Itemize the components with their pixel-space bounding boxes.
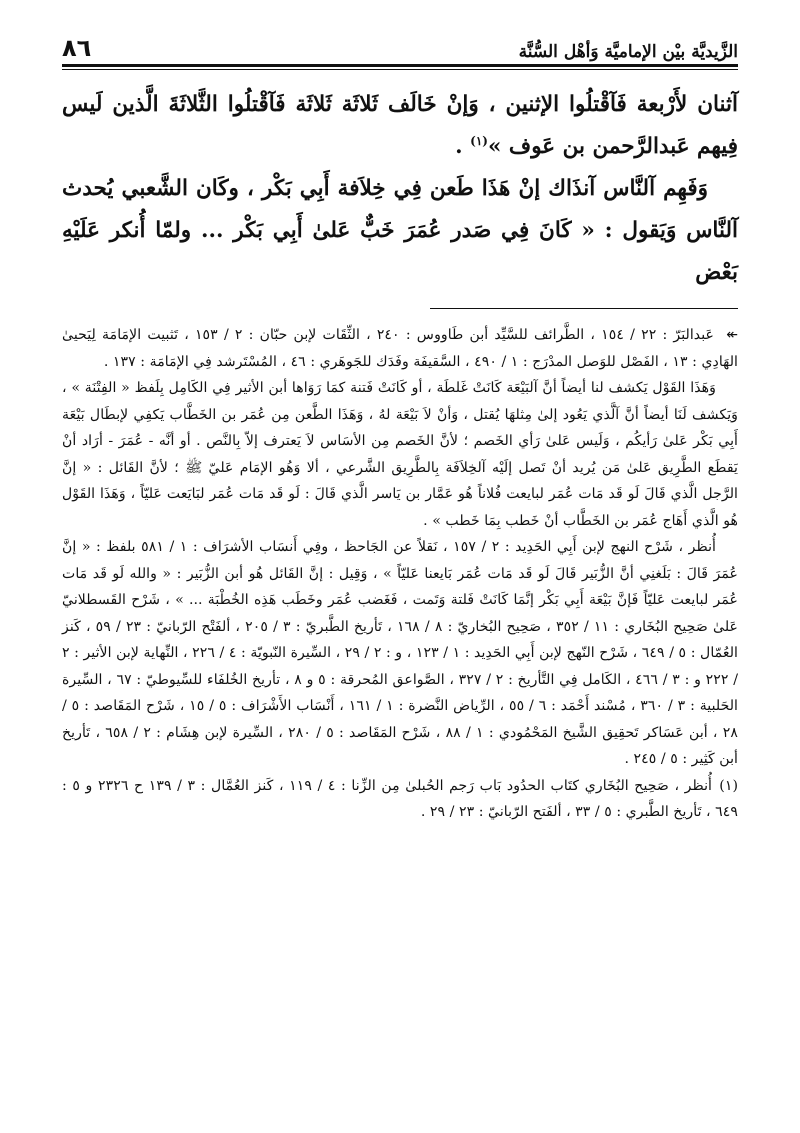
main-paragraph-1: [62, 84, 738, 168]
main-paragraph-1-text: آثنان لأَرْبعة فَآقْتلُوا الإثنين ، وَإنْ خَالَف ثَلاثَة ثَلاثَة فَآقْتلُوا الثَّلاثَةَ الَّذين لَيس فِيهم عَبدالرَّحمن بن عَوف »: [62, 92, 738, 159]
main-text: [62, 84, 738, 294]
footnote-continuation-text: عَبدالبَرّ : ٢٢ / ١٥٤ ، الطَّرائف للسَّيِّد أبن طَاووس : ٢٤٠ ، الثِّقَات لإبن حبّان : ٢ / ١٥٣ ، تَثبيت الإمَامَة لِيَحيىٰ الهَادِي : ١٣ ، الفَصْل للوَصل المدْرَج : ١ / ٤٩٠ ، السَّقيفَة وفَدَك للجَوهَري : ٤٦ ، المُسْتَرشد فِي الإمَامَة : ١٣٧ .: [62, 327, 738, 370]
running-title: الزَّيديَّة بيْن الإماميَّة وَأهْل السُّنَّة: [518, 42, 738, 62]
footnote-continuation: [62, 322, 738, 375]
footnote-paragraph-a: وَهَذَا القَوْل يَكشف لنا أيضاً أنَّ آلبَيْعَة كَانَتْ غَلطَة ، أو كَانَتْ فَتنة كمَا رَوَاها أبن الأثير فِي الكَامِل بِلَفظ « الفِتْنَة » ، وَيَكشف لَنَا أيضاً أنَّ آلَّذي يَعُود إلىٰ مِثلهَا يُقتل ، وَأنْ لاَ بَيْعَة لهُ ، وَهَذَا الطَّعن مِن عُمَر بن الخَطَّاب يَكفِي لإبطَال بَيْعَة أَبِي بَكْر عَلىٰ رَأيكُم ، وَلَيس عَلىٰ رَأي الخَصم ؛ لأنَّ الخَصم مِن الأسَاس لاَ يَعترف إلاّ بِالنَّص . أو أنَّه - عُمَرَ - أرَاد أنْ يَقطَع الطَّرِيق عَلىٰ مَن يُريد أنْ تَصل إلَيْه آلخِلاَفَة بِالطَّرِيق الشَّرعي ، ألا وَهُو الإمَام عَليّ ﷺ ؛ لأنَّ القَائل : « إنَّ الرَّجل الَّذي قَالَ لَو قَد مَات عُمَر لبايعت فُلاناً هُو عَمَّار بن يَاسر الَّذي قَالَ : لَو قَد مَات عُمَر لبَايَعت عَليّاً ، وَهَذَا القَوْل هُو الَّذي أَهَاج عُمَر بن الخَطَّاب أنْ خَطب بِمَا خَطب » .: [62, 380, 738, 529]
header-rule-thin: [62, 69, 738, 70]
footnotes: [62, 322, 738, 826]
footnote-1-text: أُنظر ، صَحِيح البُخَاري كتَاب الحدُود بَاب رَجم الحُبلىٰ مِن الزِّنا : ٤ / ١١٩ ، كَنز العُمَّال : ٣ / ١٣٩ ح ٢٣٢٦ و ٥ : ٦٤٩ ، تَأريخ الطَّبري : ٥ / ٣٣ ، ألفَتح الرّبانيّ : ٢٣ / ٢٩ .: [62, 777, 738, 820]
footnote-separator: [430, 308, 738, 309]
page-header: [62, 28, 738, 62]
footnote-paragraph-b: أُنظر ، شَرْح النهج لإبن أَبِي الحَدِيد : ٢ / ١٥٧ ، نَقلاً عن الجَاحظ ، وفِي أَنسَاب الأشرَاف : ١ / ٥٨١ بلفظ : « إنَّ عُمَرَ قَالَ : بَلَغنِي أنَّ الزُّبَير قَالَ لَو قَد مَات عُمَر بَايعنا عَليّاً » ، وَقِيل : إنَّ القَائل هُو أبن الزُّبَير : « والله لَو قَد مَات عُمَر لبايعت عَليّاً فَإنَّ بَيْعَة أَبِي بَكْر إنَّمَا كَانَتْ فَلتة وَتَمت ، فَغَضب عُمَر وخَطَب هَذِه الخُطْبَة ... » ، شَرْح القَسطلانيّ عَلىٰ صَحِيح البُخَاري : ١١ / ٣٥٢ ، صَحِيح البُخاريّ : ٨ / ١٦٨ ، تَأريخ الطَّبريّ : ٣ / ٢٠٥ ، ألفَتْح الرّبانيّ : ٢٣ / ٥٩ ، كَنز العُمّال : ٥ / ٦٤٩ ، شَرْح النّهج لإبن أَبِي الحَدِيد : ١ / ١٢٣ ، و : ٢ / ٢٩ ، السِّيرة النّبويّة : ٤ / ٢٢٦ ، النِّهاية لإبن الأثير : ٢ / ٢٢٢ و : ٣ / ٤٦٦ ، الكَامل فِي التَّأريخ : ٢ / ٣٢٧ ، الصَّواعق المُحرقة : ٥ و ٨ ، تأريخ الخُلفَاء للسِّيوطيّ : ٦٧ ، السِّيرة الحَلبية : ٣ / ٣٦٠ ، مُسْند أَحْمَد : ٦ / ٥٥ ، الرِّياض النَّضرة : ١ / ١٦١ ، أَنْسَاب الأَشْرَاف : ٥ / ١٥ ، شَرْح المَقَاصد : ٥ / ٢٨ ، أبن عَسَاكر تَحقِيق الشَّيخ المَحْمُودي : ١ / ٨٨ ، شَرْح المَقَاصد : ٥ / ٢٨٠ ، السِّيرة لإبن هِشَام : ٢ / ٦٥٨ ، تَأريخ أبن كَثِير : ٥ / ٢٤٥ .: [62, 539, 739, 767]
main-paragraph-1-end: .: [455, 134, 471, 159]
page-number: ٨٦: [62, 34, 92, 62]
footnote-marker-1: (١): [470, 133, 488, 148]
continuation-arrow-icon: ↞: [726, 327, 738, 343]
main-paragraph-2: وَفَهِم آلنَّاس آنذَاك إنْ هَذَا طَعن فِي خِلاَفة أَبِي بَكْر ، وكَان الشَّعبي يُحدث آلنَّاس وَيَقول : « كَانَ فِي صَدر عُمَرَ خَبٌّ عَلىٰ أَبِي بَكْر ... ولمّا أُنكر عَلَيْهِ بَعْض: [62, 176, 738, 285]
header-rule-thick: [62, 64, 738, 67]
footnote-1: [62, 773, 738, 826]
footnote-1-label: (١): [719, 777, 738, 794]
